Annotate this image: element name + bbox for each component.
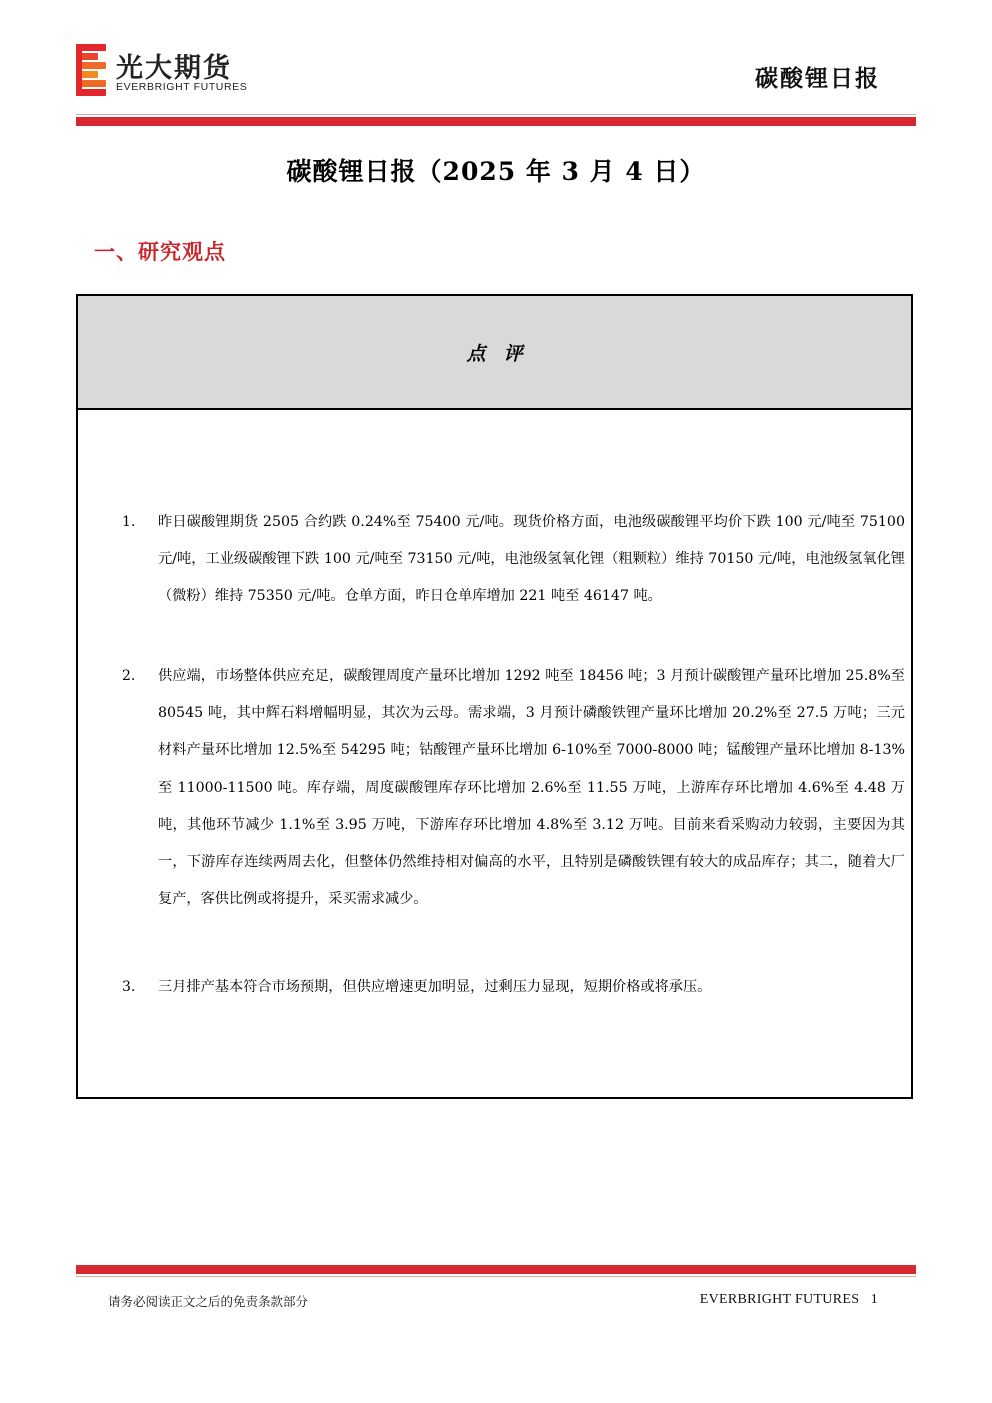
section-heading: 一、研究观点 [94, 240, 226, 264]
list-item-number: 1. [122, 514, 136, 530]
page-number: 1 [870, 1292, 878, 1307]
comment-box [76, 294, 913, 1099]
document-title: 碳酸锂日报（2025 年 3 月 4 日） [286, 157, 706, 186]
list-item-text: 三月排产基本符合市场预期，但供应增速更加明显，过剩压力显现，短期价格或将承压。 [158, 979, 712, 995]
footer-company-name: EVERBRIGHT FUTURES [699, 1292, 860, 1307]
footer-divider-red [76, 1265, 916, 1274]
footer-divider-thin [76, 1276, 916, 1277]
report-name: 碳酸锂日报 [755, 66, 880, 92]
comment-box-body [78, 408, 911, 1097]
company-logo [76, 44, 286, 100]
logo-chinese-name: 光大期货 [116, 53, 232, 84]
logo-mark-icon [76, 44, 106, 98]
list-item-text: 昨日碳酸锂期货 2505 合约跌 0.24%至 75400 元/吨。现货价格方面，电池级碳酸锂平均价下跌 100 元/吨至 75100 元/吨，工业级碳酸锂下跌 100 元/吨至 73150 元/吨，电池级氢氧化锂（粗颗粒）维持 70150 元/吨，电池级氢氧化锂（微粉）维持 75350 元/吨。仓单方面，昨日仓单库增加 221 吨至 46147 吨。 [158, 514, 905, 605]
logo-english-name: EVERBRIGHT FUTURES [116, 81, 248, 93]
list-item-text: 供应端，市场整体供应充足，碳酸锂周度产量环比增加 1292 吨至 18456 吨；3 月预计碳酸锂产量环比增加 25.8%至 80545 吨，其中辉石料增幅明显，其次为云母。需求端，3 月预计磷酸铁锂产量环比增加 20.2%至 27.5 万吨；三元材料产量环比增加 12.5%至 54295 吨；钴酸锂产量环比增加 6-10%至 7000-8000 吨；锰酸锂产量环比增加 8-13%至 11000-11500 吨。库存端，周度碳酸锂库存环比增加 2.6%至 11.55 万吨，上游库存环比增加 4.6%至 4.48 万吨，其他环节减少 1.1%至 3.95 万吨，下游库存环比增加 4.8%至 3.12 万吨。目前来看采购动力较弱，主要因为其一，下游库存连续两周去化，但整体仍然维持相对偏高的水平，且特别是磷酸铁锂有较大的成品库存；其二，随着大厂复产，客供比例或将提升，采买需求减少。 [158, 668, 905, 908]
header-divider-thin [76, 114, 916, 115]
list-item-number: 3. [122, 979, 136, 995]
footer-disclaimer: 请务必阅读正文之后的免责条款部分 [108, 1294, 309, 1309]
header-divider-red [76, 117, 916, 126]
footer-company [700, 1292, 878, 1308]
list-item-number: 2. [122, 668, 136, 684]
comment-box-title: 点评 [466, 342, 541, 365]
comment-box-header [78, 296, 911, 410]
